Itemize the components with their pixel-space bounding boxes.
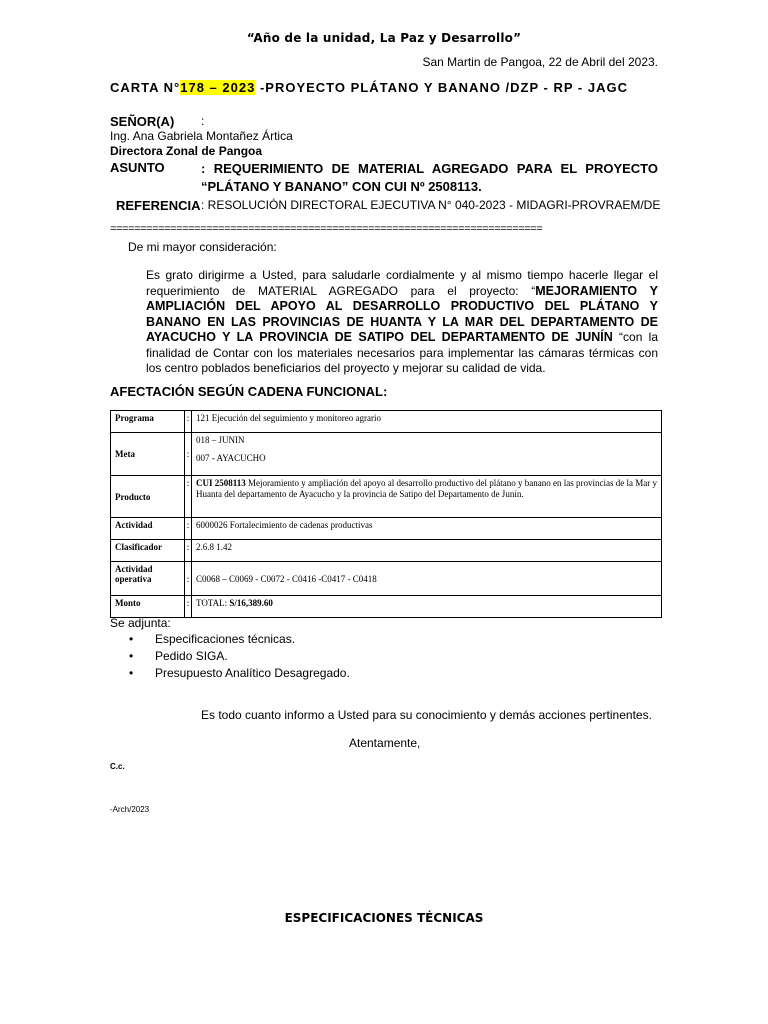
functional-chain-table [110,410,662,618]
table-colon: : [185,411,192,433]
attachments-list [129,631,350,682]
bullet-icon: • [129,632,134,646]
greeting: De mi mayor consideración: [128,240,277,254]
specifications-heading: ESPECIFICACIONES TÉCNICAS [284,911,484,925]
closing-sentence: Es todo cuanto informo a Usted para su conocimiento y demás acciones pertinentes. [201,708,652,722]
bullet-icon: • [129,649,134,663]
recipient-position: Directora Zonal de Pangoa [110,144,263,158]
table-row [111,411,662,433]
reference-label: REFERENCIA [116,198,201,213]
functional-chain-title: AFECTACIÓN SEGÚN CADENA FUNCIONAL: [110,384,388,399]
carta-prefix: CARTA N° [110,80,181,95]
letter-date: San Martin de Pangoa, 22 de Abril del 2023. [422,55,658,69]
list-item [129,648,350,665]
producto-value [192,476,662,518]
table-row [111,596,662,618]
monto-amount: S/16,389.60 [229,598,273,608]
body-outro: “con la finalidad de Contar con los materiales necesarios para implementar las cámaras térmicas con los centro poblados beneficiarios del proyecto y mejorar su calidad de vida. [146,330,658,375]
body-intro: Es grato dirigirme a Usted, para saludarle cordialmente y al mismo tiempo hacerle llegar el requerimiento de MATERIAL AGREGADO para el proyecto: “ [146,268,658,298]
table-row [111,476,662,518]
attachment-label: Pedido SIGA. [155,649,228,663]
meta-line-1: 018 – JUNIN [196,435,245,445]
table-colon: : [185,596,192,618]
attachment-label: Presupuesto Analítico Desagregado. [155,666,350,680]
sign-off: Atentamente, [349,736,421,750]
body-project-name: MEJORAMIENTO Y AMPLIACIÓN DEL APOYO AL DESARROLLO PRODUCTIVO DEL PLÁTANO Y BANANO EN LAS PROVINCIAS DE HUANTA Y LA MAR DEL DEPARTAMENTO DE AYACUCHO Y LA PROVINCIA DE SATIPO DEL DEPARTAMENTO DE JUNÍN [146,283,658,344]
table-colon: : [185,476,192,518]
table-row [111,562,662,596]
body-paragraph [146,268,658,377]
clasificador-label: Clasificador [111,540,185,562]
bullet-icon: • [129,666,134,680]
carbon-copy-label: C.c. [110,762,125,771]
meta-line-2: 007 - AYACUCHO [196,453,266,463]
programa-label: Programa [111,411,185,433]
subject-text: : REQUERIMIENTO DE MATERIAL AGREGADO PARA EL PROYECTO “PLÁTANO Y BANANO” CON CUI Nº 2508113. [201,161,658,194]
table-row [111,540,662,562]
producto-description: Mejoramiento y ampliación del apoyo al desarrollo productivo del plátano y banano en las provincias de la Mar y Huanta del departamento de Ayacucho y la provincia de Satipo del Departamento de Junín. [196,478,657,499]
letter-reference-title [110,80,628,95]
archive-label: -Arch/2023 [110,805,150,814]
recipient-colon: : [201,114,205,128]
table-row [111,518,662,540]
subject-label: ASUNTO [110,160,165,175]
recipient-label: SEÑOR(A) [110,114,175,129]
recipient-name: Ing. Ana Gabriela Montañez Ártica [110,129,293,143]
separator-line: ======================================================================== [110,224,543,236]
reference-text: : RESOLUCIÓN DIRECTORAL EJECUTIVA N° 040-2023 - MIDAGRI-PROVRAEM/DE [201,198,661,212]
monto-value [192,596,662,618]
actividad-label: Actividad [111,518,185,540]
clasificador-value: 2.6.8 1.42 [192,540,662,562]
table-colon: : [185,518,192,540]
actividad-operativa-value: C0068 – C0069 - C0072 - C0416 -C0417 - C0418 [192,562,662,596]
attachment-label: Especificaciones técnicas. [155,632,296,646]
producto-label: Producto [111,476,185,518]
monto-label: Monto [111,596,185,618]
table-colon: : [185,562,192,596]
attachments-title: Se adjunta: [110,616,171,630]
table-colon: : [185,540,192,562]
table-colon: : [185,433,192,476]
producto-cui: CUI 2508113 [196,478,246,488]
meta-label: Meta [111,433,185,476]
table-row [111,433,662,476]
actividad-value: 6000026 Fortalecimiento de cadenas productivas [192,518,662,540]
motto-heading: “Año de la unidad, La Paz y Desarrollo” [246,31,522,45]
carta-suffix: -PROYECTO PLÁTANO Y BANANO /DZP - RP - JAGC [255,80,628,95]
carta-number-highlight: 178 – 2023 [180,80,256,95]
actividad-operativa-label: Actividad operativa [111,562,185,596]
monto-prefix: TOTAL: [196,598,230,608]
list-item [129,665,350,682]
list-item [129,631,350,648]
programa-value: 121 Ejecución del seguimiento y monitoreo agrario [192,411,662,433]
meta-value [192,433,662,476]
